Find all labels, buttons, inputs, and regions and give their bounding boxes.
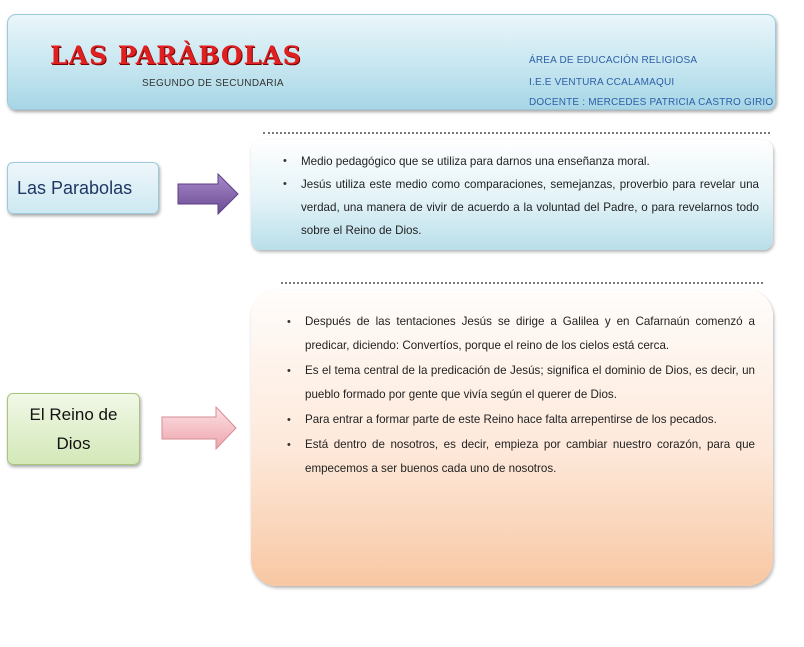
- grade-label: SEGUNDO DE SECUNDARIA: [142, 78, 284, 89]
- right-arrow-icon: [176, 172, 240, 216]
- list-item: • Jesús utiliza este medio como comparaciones, semejanzas, proverbio para revelar una verdad, una manera de vivir de acuerdo a la voluntad del Padre, o para revelarnos todo sobre el Reino de Dios.: [281, 173, 759, 242]
- page-title: LAS PARÀBOLAS: [50, 41, 302, 70]
- school-label: I.E.E VENTURA CCALAMAQUI: [529, 77, 675, 88]
- area-label: ÁREA DE EDUCACIÓN RELIGIOSA: [529, 55, 698, 66]
- parables-label: Las Parabolas: [17, 177, 133, 198]
- right-arrow-icon: [160, 405, 238, 451]
- list-item: • Después de las tentaciones Jesús se dirige a Galilea y en Cafarnaún comenzó a predicar, diciendo: Convertíos, porque el reino de los cielos está cerca.: [285, 310, 755, 358]
- parables-label-box: [7, 162, 159, 214]
- kingdom-label-box: [7, 393, 140, 465]
- list-item: • Para entrar a formar parte de este Reino hace falta arrepentirse de los pecados.: [285, 408, 755, 432]
- parables-content-panel: [251, 140, 773, 250]
- header-banner: [7, 14, 776, 110]
- parables-bullet-list: [281, 150, 759, 242]
- list-item: • Medio pedagógico que se utiliza para darnos una enseñanza moral.: [281, 150, 759, 173]
- list-item: • Está dentro de nosotros, es decir, empieza por cambiar nuestro corazón, para que empecemos a ser buenos cada uno de nosotros.: [285, 433, 755, 481]
- kingdom-bullet-list: [285, 310, 755, 481]
- kingdom-label: El Reino de Dios: [29, 405, 118, 453]
- teacher-label: DOCENTE : MERCEDES PATRICIA CASTRO GIRIO: [529, 97, 774, 108]
- kingdom-content-panel: [251, 290, 773, 586]
- list-item: • Es el tema central de la predicación de Jesús; significa el dominio de Dios, es decir, un pueblo formado por gente que vivía según el querer de Dios.: [285, 359, 755, 407]
